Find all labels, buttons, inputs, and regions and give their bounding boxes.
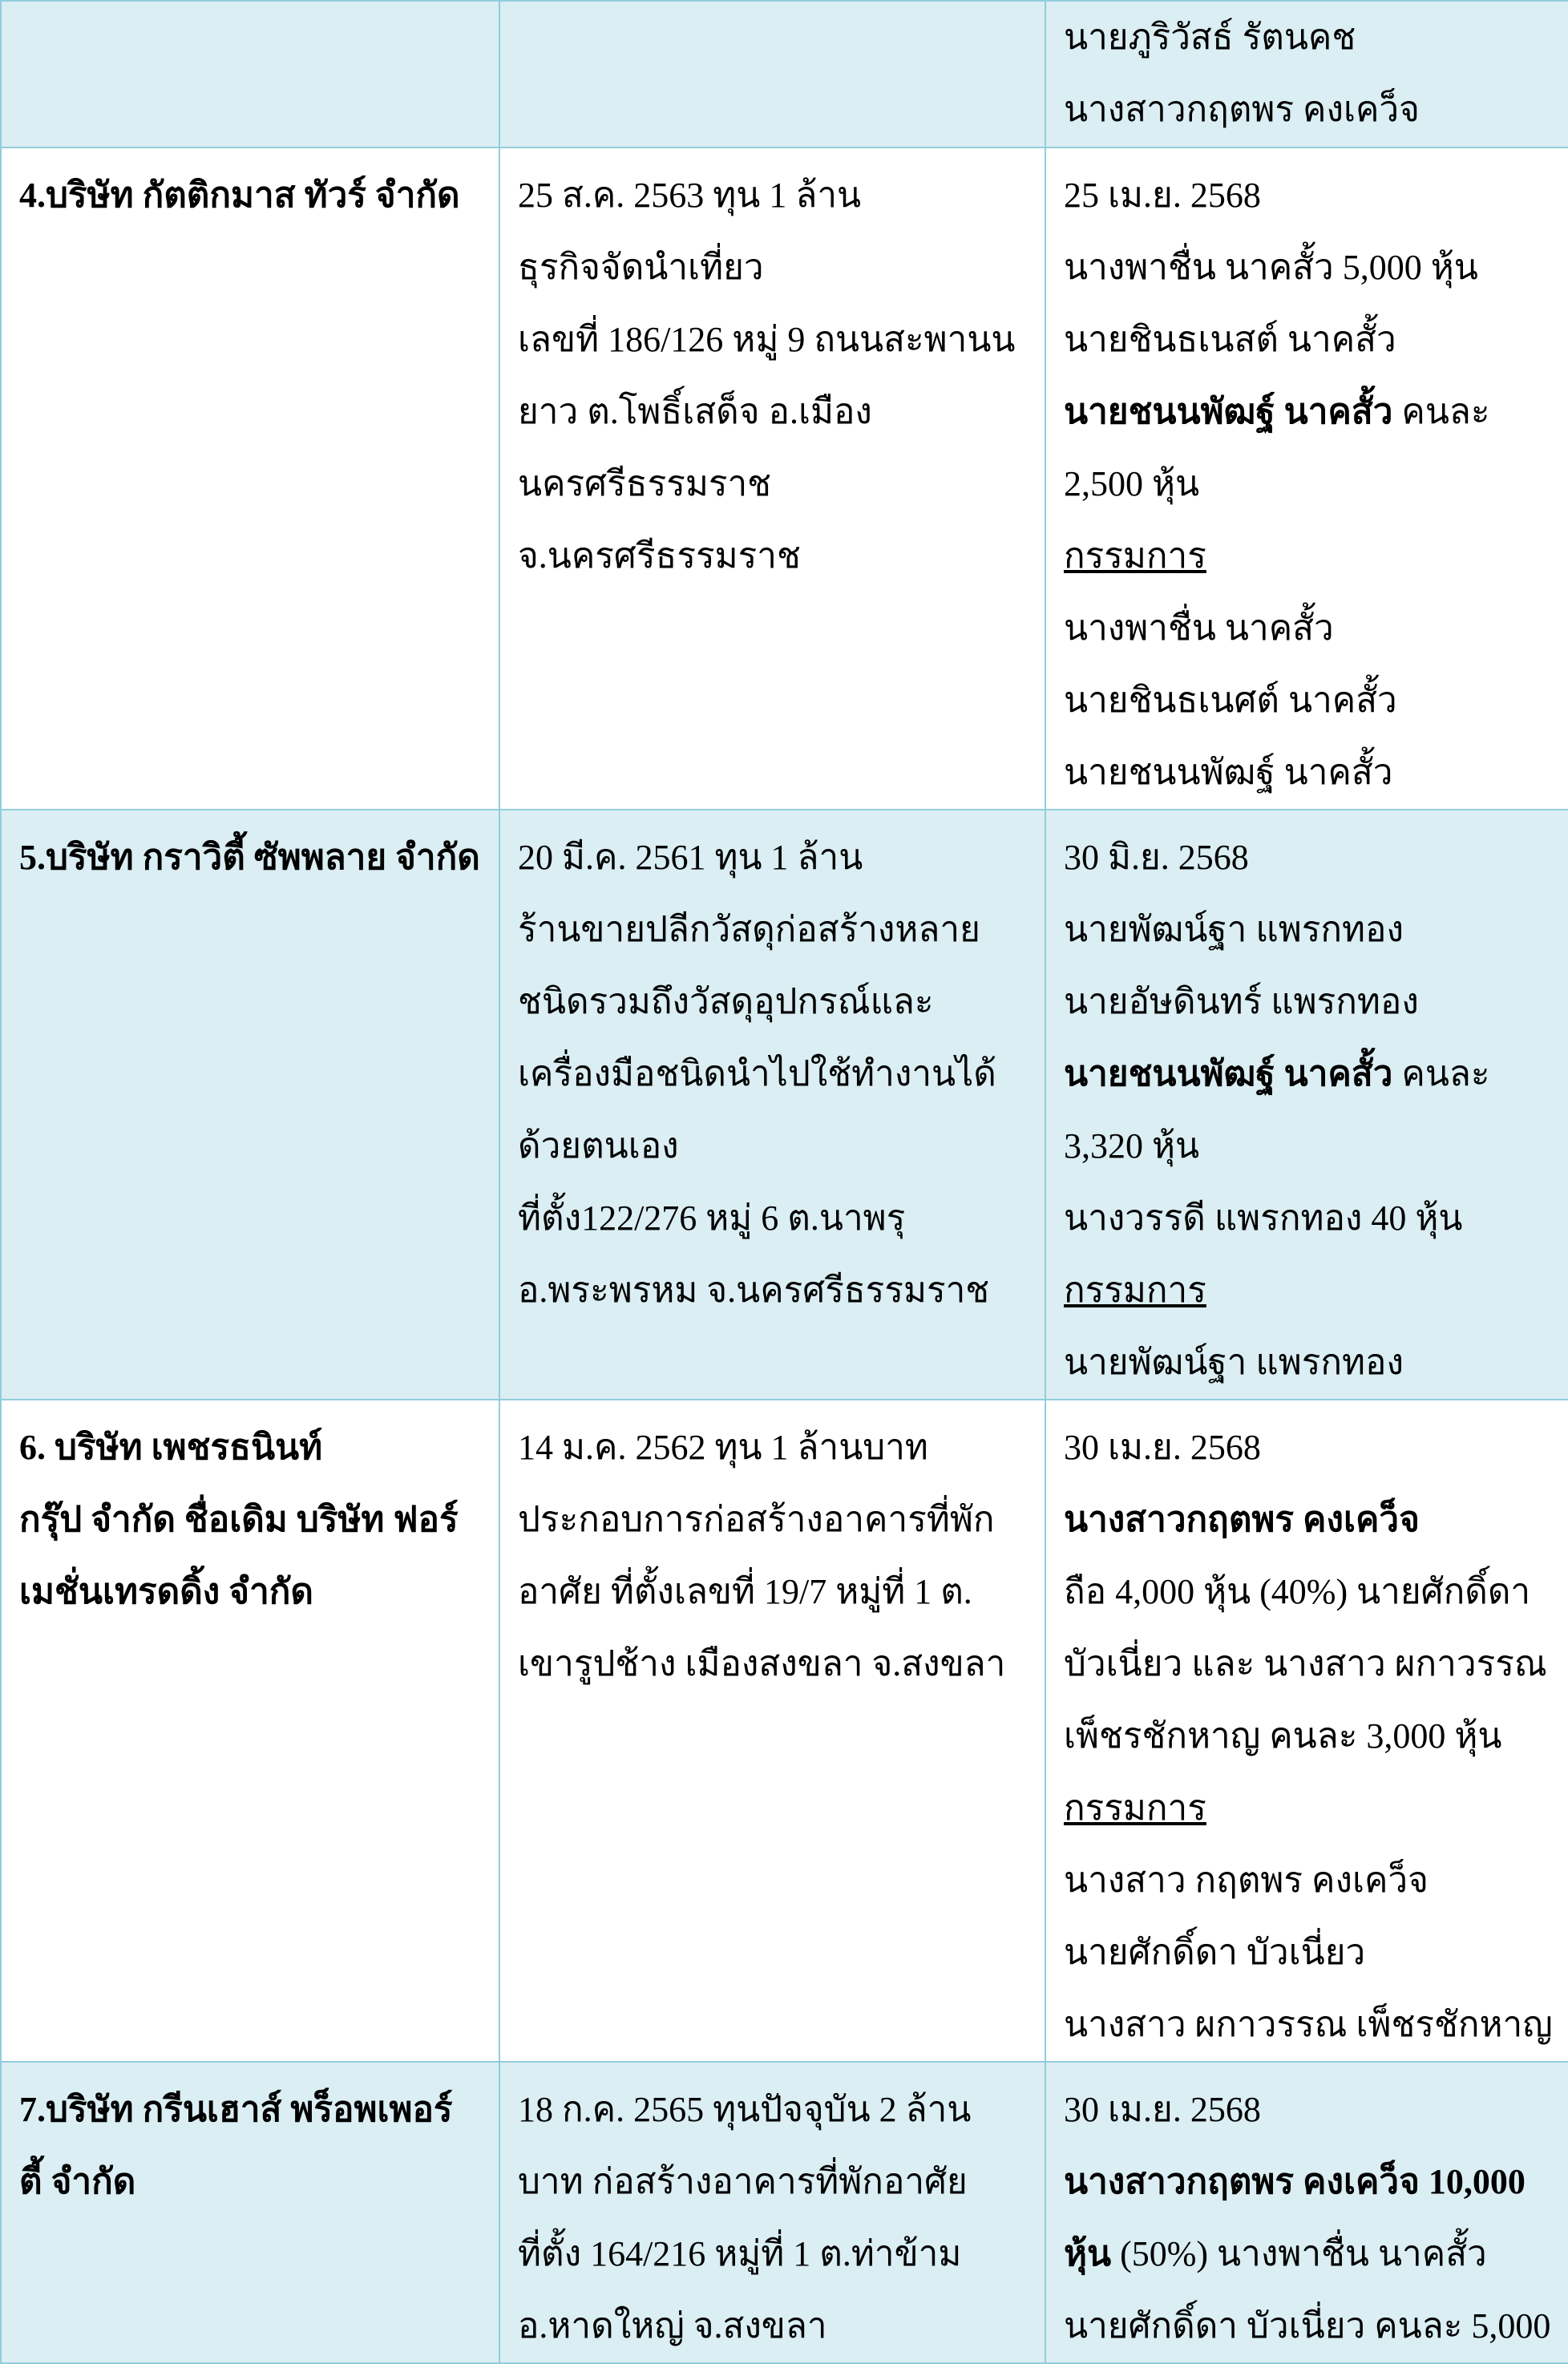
detail-line: 20 มี.ค. 2561 ทุน 1 ล้าน	[518, 838, 863, 877]
shareholder-text: 30 เม.ย. 2568	[1064, 2090, 1261, 2129]
highlighted-name: หุ้น	[1064, 2234, 1112, 2273]
table-row	[1, 1400, 1568, 2062]
directors-heading	[1064, 520, 1550, 592]
detail-line: 14 ม.ค. 2562 ทุน 1 ล้านบาท	[518, 1428, 928, 1467]
registration-details-cell	[499, 810, 1045, 1400]
detail-line: 18 ก.ค. 2565 ทุนปัจจุบัน 2 ล้าน	[518, 2090, 972, 2129]
highlighted-name: นางสาวกฤตพร คงเคว็จ	[1064, 1500, 1420, 1539]
shareholder-line	[1064, 1038, 1550, 1110]
shareholder-line	[1064, 1484, 1550, 1556]
detail-line: จ.นครศรีธรรมราช	[518, 536, 801, 576]
shareholder-line	[1064, 2, 1550, 74]
shareholder-text: นายพัฒน์ฐา แพรกทอง	[1064, 1343, 1404, 1382]
shareholder-line	[1064, 822, 1550, 894]
shareholder-text: นางวรรดี แพรกทอง 40 หุ้น	[1064, 1198, 1463, 1238]
directors-label: กรรมการ	[1064, 536, 1206, 576]
shareholder-text: (50%) นางพาชื่น นาคสั้ว	[1111, 2234, 1487, 2273]
company-name-line: 7.บริษัท กรีนเฮาส์ พร็อพเพอร์	[19, 2090, 453, 2129]
shareholder-line	[1064, 1845, 1550, 1917]
shareholder-line	[1064, 665, 1550, 737]
registration-details-cell	[499, 2062, 1045, 2363]
detail-line: ชนิดรวมถึงวัสดุอุปกรณ์และ	[518, 982, 934, 1021]
shareholder-text: นายศักดิ์ดา บัวเนี่ยว	[1064, 1933, 1366, 1972]
shareholder-text: นายชนนพัฒฐ์ นาคสั้ว	[1064, 753, 1393, 792]
detail-line: บาท ก่อสร้างอาคารที่พักอาศัย	[518, 2162, 968, 2201]
detail-line: ร้านขายปลีกวัสดุก่อสร้างหลาย	[518, 910, 980, 949]
detail-line: ยาว ต.โพธิ์เสด็จ อ.เมือง	[518, 392, 872, 431]
shareholder-line	[1064, 1556, 1550, 1628]
detail-line: เครื่องมือชนิดนำไปใช้ทำงานได้	[518, 1054, 996, 1093]
company-name-cell	[1, 810, 499, 1400]
detail-line: ที่ตั้ง 164/216 หมู่ที่ 1 ต.ท่าข้าม	[518, 2234, 962, 2273]
detail-line: อาศัย ที่ตั้งเลขที่ 19/7 หมู่ที่ 1 ต.	[518, 1572, 972, 1611]
company-name-cell	[1, 1, 499, 147]
shareholder-line	[1064, 74, 1550, 146]
shareholder-line	[1064, 2218, 1550, 2290]
shareholders-cell	[1045, 810, 1568, 1400]
company-name-line: 4.บริษัท กัตติกมาส ทัวร์ จำกัด	[19, 176, 460, 215]
shareholder-line	[1064, 448, 1550, 520]
shareholder-text: คนละ	[1392, 1054, 1490, 1093]
company-name-cell	[1, 1400, 499, 2062]
company-name-cell	[1, 147, 499, 810]
company-name-line: ตี้ จำกัด	[19, 2162, 136, 2201]
shareholder-text: 30 เม.ย. 2568	[1064, 1428, 1261, 1467]
detail-line: อ.หาดใหญ่ จ.สงขลา	[518, 2306, 827, 2346]
shareholder-line	[1064, 2290, 1550, 2362]
company-name-line: กรุ๊ป จำกัด ชื่อเดิม บริษัท ฟอร์	[19, 1500, 459, 1539]
shareholder-line	[1064, 304, 1550, 376]
detail-line: อ.พระพรหม จ.นครศรีธรรมราช	[518, 1271, 990, 1310]
shareholder-text: 2,500 หุ้น	[1064, 464, 1200, 503]
registration-details-cell	[499, 1400, 1045, 2062]
shareholder-text: บัวเนี่ยว และ นางสาว ผกาวรรณ	[1064, 1644, 1547, 1683]
shareholder-text: นายชินธเนศต์ นาคสั้ว	[1064, 681, 1397, 720]
shareholder-line	[1064, 1917, 1550, 1989]
company-name-line: 6. บริษัท เพชรธนินท์	[19, 1428, 323, 1467]
shareholder-line	[1064, 160, 1550, 232]
shareholder-text: 30 มิ.ย. 2568	[1064, 838, 1249, 877]
detail-line: ประกอบการก่อสร้างอาคารที่พัก	[518, 1500, 995, 1539]
shareholder-line	[1064, 2074, 1550, 2146]
shareholder-line	[1064, 894, 1550, 966]
shareholder-line	[1064, 376, 1550, 448]
shareholder-text: นายอัษดินทร์ แพรกทอง	[1064, 982, 1419, 1021]
shareholder-line	[1064, 1628, 1550, 1700]
shareholder-line	[1064, 1110, 1550, 1182]
table-row	[1, 147, 1568, 810]
shareholder-text: นายพัฒน์ฐา แพรกทอง	[1064, 910, 1404, 949]
shareholder-text: เพ็ชรชักหาญ คนละ 3,000 หุ้น	[1064, 1716, 1502, 1756]
company-name-cell	[1, 2062, 499, 2363]
registration-details-cell	[499, 147, 1045, 810]
shareholder-line	[1064, 1412, 1550, 1484]
detail-line: 25 ส.ค. 2563 ทุน 1 ล้าน	[518, 176, 862, 215]
shareholder-text: นายชินธเนสต์ นาคสั้ว	[1064, 320, 1396, 359]
shareholder-text: นางพาชื่น นาคสั้ว 5,000 หุ้น	[1064, 248, 1478, 287]
registration-details-cell	[499, 1, 1045, 147]
directors-label: กรรมการ	[1064, 1788, 1206, 1828]
shareholders-cell	[1045, 1400, 1568, 2062]
directors-heading	[1064, 1255, 1550, 1327]
shareholders-cell	[1045, 2062, 1568, 2363]
detail-line: ที่ตั้ง122/276 หมู่ 6 ต.นาพรุ	[518, 1198, 906, 1238]
highlighted-name: นายชนนพัฒฐ์ นาคสั้ว	[1064, 1054, 1393, 1093]
company-name-line: เมชั่นเทรดดิ้ง จำกัด	[19, 1572, 313, 1611]
highlighted-name: นายชนนพัฒฐ์ นาคสั้ว	[1064, 392, 1393, 431]
directors-heading	[1064, 1772, 1550, 1845]
table-row	[1, 1, 1568, 147]
directors-label: กรรมการ	[1064, 1271, 1206, 1310]
shareholder-text: ถือ 4,000 หุ้น (40%) นายศักดิ์ดา	[1064, 1572, 1531, 1611]
detail-line: เลขที่ 186/126 หมู่ 9 ถนนสะพานน	[518, 320, 1016, 359]
shareholder-text: นายศักดิ์ดา บัวเนี่ยว คนละ 5,000	[1064, 2306, 1551, 2346]
shareholders-cell	[1045, 147, 1568, 810]
shareholder-text: 25 เม.ย. 2568	[1064, 176, 1261, 215]
shareholder-line	[1064, 1700, 1550, 1772]
shareholder-text: นางพาชื่น นาคสั้ว	[1064, 608, 1334, 648]
detail-line: ธุรกิจจัดนำเที่ยว	[518, 248, 764, 287]
shareholder-line	[1064, 1327, 1550, 1399]
shareholder-text: คนละ	[1392, 392, 1490, 431]
company-name-line: 5.บริษัท กราวิตี้ ซัพพลาย จำกัด	[19, 838, 480, 877]
shareholder-line	[1064, 966, 1550, 1038]
shareholder-line	[1064, 1182, 1550, 1255]
shareholder-line	[1064, 737, 1550, 809]
table-row	[1, 2062, 1568, 2363]
shareholder-text: นางสาว ผกาวรรณ เพ็ชรชักหาญ	[1064, 2005, 1553, 2044]
shareholder-text: นายภูริวัสธ์ รัตนคช	[1064, 18, 1356, 57]
detail-line: นครศรีธรรมราช	[518, 464, 772, 503]
detail-line: ด้วยตนเอง	[518, 1126, 679, 1166]
detail-line: เขารูปช้าง เมืองสงขลา จ.สงขลา	[518, 1644, 1006, 1683]
highlighted-name: นางสาวกฤตพร คงเคว็จ 10,000	[1064, 2162, 1526, 2201]
shareholder-line	[1064, 2146, 1550, 2218]
shareholder-text: 3,320 หุ้น	[1064, 1126, 1200, 1166]
shareholder-text: นางสาว กฤตพร คงเคว็จ	[1064, 1861, 1429, 1900]
shareholder-line	[1064, 1989, 1553, 2061]
shareholder-line	[1064, 592, 1550, 665]
shareholder-line	[1064, 232, 1550, 304]
shareholders-cell	[1045, 1, 1568, 147]
shareholder-text: นางสาวกฤตพร คงเคว็จ	[1064, 90, 1420, 129]
table-row	[1, 810, 1568, 1400]
